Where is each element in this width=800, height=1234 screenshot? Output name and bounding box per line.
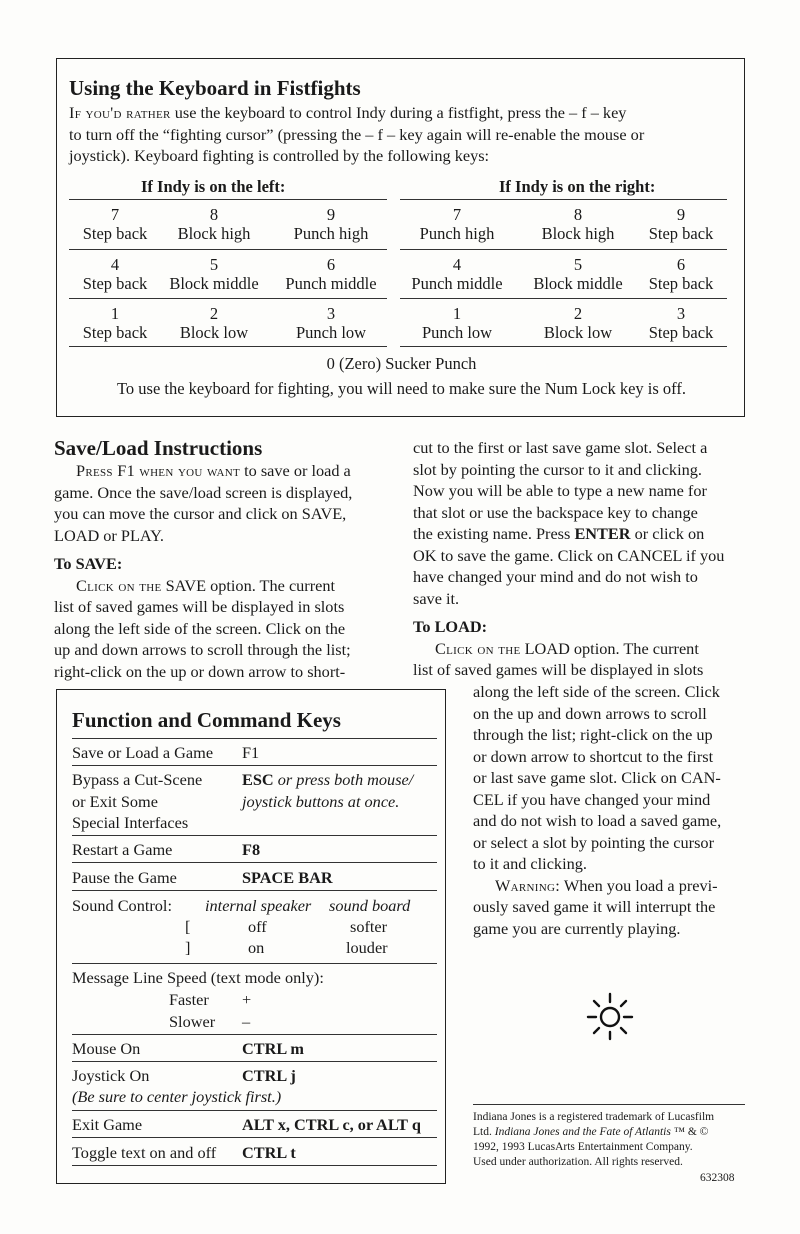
fist-key-action: Step back bbox=[82, 274, 148, 293]
saveload-left-column bbox=[54, 460, 394, 682]
key-label bbox=[72, 769, 202, 834]
zero-sucker-punch: 0 (Zero) Sucker Punch bbox=[326, 354, 477, 373]
intro-lead: If you'd rather bbox=[69, 103, 171, 122]
fist-key-number: 2 bbox=[573, 304, 583, 323]
key-value: CTRL j bbox=[242, 1066, 296, 1085]
load-r9: to it and clicking. bbox=[473, 854, 587, 873]
warning-lead: Warning: bbox=[495, 875, 561, 895]
fist-key-number: 8 bbox=[209, 205, 219, 224]
save-c8: save it. bbox=[413, 588, 460, 608]
key-label: Restart a Game bbox=[72, 840, 173, 859]
key-row-bypass bbox=[72, 769, 437, 836]
key-value: SPACE BAR bbox=[242, 868, 333, 887]
save-c5c: or click on bbox=[630, 524, 705, 543]
fist-key-action: Step back bbox=[82, 224, 148, 243]
saveload-l2: game. Once the save/load screen is displayed, bbox=[54, 482, 353, 502]
fist-key-number: 8 bbox=[573, 205, 583, 224]
load-ld1: LOAD option. The current bbox=[520, 638, 699, 658]
load-r6: CEL if you have changed your mind bbox=[473, 789, 711, 809]
table-rule bbox=[72, 738, 437, 739]
product-code: 632308 bbox=[700, 1172, 735, 1184]
key-value: CTRL t bbox=[242, 1143, 296, 1162]
key-row-joystick bbox=[72, 1065, 437, 1111]
key-value: CTRL m bbox=[242, 1039, 304, 1058]
fist-key-right-6 bbox=[621, 255, 741, 293]
intro-line3: joystick). Keyboard fighting is controlled by the following keys: bbox=[69, 146, 490, 165]
fist-key-right-7 bbox=[397, 205, 517, 243]
load-continued bbox=[473, 681, 773, 939]
intro-line1: use the keyboard to control Indy during a fistfight, press the – f – key bbox=[170, 103, 627, 122]
saveload-title: Save/Load Instructions bbox=[54, 436, 263, 460]
fist-key-number: 7 bbox=[452, 205, 462, 224]
warning-w2: ously saved game it will interrupt the bbox=[473, 897, 716, 916]
load-lead: Click on the bbox=[435, 638, 521, 658]
left-header: If Indy is on the left: bbox=[141, 177, 286, 196]
key-value bbox=[242, 769, 413, 812]
fist-key-right-4 bbox=[397, 255, 517, 293]
load-r5: or last save game slot. Click on CAN- bbox=[473, 768, 721, 787]
key-row-exit bbox=[72, 1114, 437, 1138]
fist-key-action: Block high bbox=[177, 224, 251, 243]
load-r8: or select a slot by pointing the cursor bbox=[473, 832, 714, 852]
slower-key: – bbox=[242, 1012, 251, 1031]
fist-key-action: Block middle bbox=[169, 274, 259, 293]
sun-logo-icon bbox=[584, 990, 636, 1042]
save-lead: Click on the bbox=[76, 575, 162, 595]
save-s5: right-click on the up or down arrow to short- bbox=[54, 661, 346, 681]
legal-l1: Indiana Jones is a registered trademark of Lucasfilm bbox=[473, 1111, 715, 1123]
load-r7: and do not wish to load a saved game, bbox=[473, 811, 722, 830]
key-label: Mouse On bbox=[72, 1039, 141, 1058]
key-row-sound bbox=[72, 895, 437, 964]
legal-rule bbox=[473, 1104, 745, 1105]
bypass-line2: or Exit Some bbox=[72, 791, 158, 811]
to-save-heading: To SAVE: bbox=[54, 554, 123, 573]
message-speed-label: Message Line Speed (text mode only): bbox=[72, 968, 324, 987]
intro-line2: to turn off the “fighting cursor” (pressing the – f – key again will re-enable the mouse or bbox=[69, 124, 645, 144]
sound-speaker-off: off bbox=[248, 917, 267, 936]
fist-key-action: Step back bbox=[648, 224, 714, 243]
fist-key-number: 4 bbox=[452, 255, 462, 274]
bypass-note1: or press both mouse/ bbox=[273, 770, 414, 789]
warning-w3: game you are currently playing. bbox=[473, 918, 681, 938]
key-row-restart bbox=[72, 839, 437, 863]
fist-key-number: 7 bbox=[110, 205, 120, 224]
sound-key-bracket-close: ] bbox=[185, 938, 191, 957]
saveload-l1: to save or load a bbox=[240, 461, 351, 480]
legal-game-title: Indiana Jones and the Fate of Atlantis bbox=[494, 1126, 671, 1138]
fist-key-action: Punch high bbox=[293, 224, 369, 243]
fist-key-number: 6 bbox=[676, 255, 686, 274]
table-rule bbox=[400, 249, 727, 250]
fist-key-right-9 bbox=[621, 205, 741, 243]
key-label: Exit Game bbox=[72, 1115, 143, 1134]
table-rule bbox=[69, 298, 387, 299]
fist-key-left-6 bbox=[271, 255, 391, 293]
fistfight-intro bbox=[69, 102, 734, 167]
save-c2: slot by pointing the cursor to it and clicking. bbox=[413, 459, 702, 479]
key-label: Save or Load a Game bbox=[72, 743, 214, 762]
key-row-pause bbox=[72, 867, 437, 891]
table-rule bbox=[69, 249, 387, 250]
load-r1: along the left side of the screen. Click bbox=[473, 682, 720, 701]
saveload-l4: LOAD or PLAY. bbox=[54, 525, 164, 545]
fist-key-right-2 bbox=[518, 304, 638, 342]
table-rule bbox=[400, 346, 727, 347]
load-r2: on the up and down arrows to scroll bbox=[473, 703, 707, 723]
load-r4: or down arrow to shortcut to the first bbox=[473, 746, 714, 766]
fist-key-action: Block high bbox=[541, 224, 615, 243]
save-c7: have changed your mind and do not wish to bbox=[413, 567, 698, 586]
table-rule bbox=[400, 199, 727, 200]
right-header: If Indy is on the right: bbox=[499, 177, 656, 196]
fist-key-action: Punch low bbox=[421, 323, 493, 342]
enter-key: ENTER bbox=[574, 524, 631, 543]
fist-key-action: Punch high bbox=[419, 224, 495, 243]
function-keys-box bbox=[56, 689, 446, 1184]
fist-key-action: Punch middle bbox=[411, 274, 503, 293]
fist-key-left-5 bbox=[154, 255, 274, 293]
fist-key-action: Block low bbox=[179, 323, 249, 342]
fist-key-number: 6 bbox=[326, 255, 336, 274]
fist-key-left-2 bbox=[154, 304, 274, 342]
load-r3: through the list; right-click on the up bbox=[473, 725, 713, 744]
fist-key-action: Block low bbox=[543, 323, 613, 342]
sound-header-speaker: internal speaker bbox=[205, 896, 312, 915]
fist-key-action: Step back bbox=[82, 323, 148, 342]
numlock-note: To use the keyboard for fighting, you will need to make sure the Num Lock key is off. bbox=[116, 379, 687, 398]
fist-key-number: 4 bbox=[110, 255, 120, 274]
saveload-l3: you can move the cursor and click on SAVE, bbox=[54, 504, 347, 523]
bypass-line3: Special Interfaces bbox=[72, 813, 189, 832]
sound-board-louder: louder bbox=[346, 938, 388, 957]
key-value: ALT x, CTRL c, or ALT q bbox=[242, 1115, 421, 1134]
fist-key-number: 9 bbox=[326, 205, 336, 224]
saveload-right-column bbox=[413, 437, 753, 681]
save-c6: OK to save the game. Click on CANCEL if you bbox=[413, 545, 725, 565]
legal-l2c: ™ & © bbox=[670, 1126, 709, 1138]
table-rule bbox=[69, 199, 387, 200]
fist-key-number: 1 bbox=[452, 304, 462, 323]
save-s2: list of saved games will be displayed in slots bbox=[54, 597, 345, 616]
fist-key-number: 9 bbox=[676, 205, 686, 224]
fist-key-left-9 bbox=[271, 205, 391, 243]
key-row-message-speed bbox=[72, 967, 437, 1035]
legal-notice bbox=[473, 1110, 753, 1170]
fist-key-right-5 bbox=[518, 255, 638, 293]
fist-key-action: Punch middle bbox=[285, 274, 377, 293]
key-value: F8 bbox=[242, 840, 261, 859]
warning-w1: When you load a previ- bbox=[560, 875, 718, 895]
save-c5a: the existing name. Press bbox=[413, 524, 575, 543]
fist-key-action: Block middle bbox=[533, 274, 623, 293]
legal-l2a: Ltd. bbox=[473, 1126, 495, 1138]
fist-key-number: 2 bbox=[209, 304, 219, 323]
key-value: F1 bbox=[242, 743, 260, 762]
fist-key-number: 5 bbox=[209, 255, 219, 274]
key-label: Toggle text on and off bbox=[72, 1143, 217, 1162]
faster-label: Faster bbox=[169, 990, 209, 1009]
sound-header-board: sound board bbox=[329, 896, 411, 915]
save-s3: along the left side of the screen. Click on the bbox=[54, 618, 346, 638]
save-c4: that slot or use the backspace key to change bbox=[413, 502, 698, 522]
sound-key-bracket-open: [ bbox=[185, 917, 191, 936]
saveload-lead: Press F1 when you want bbox=[76, 461, 241, 480]
to-load-heading: To LOAD: bbox=[413, 617, 488, 636]
sound-speaker-on: on bbox=[248, 938, 265, 957]
fist-key-action: Step back bbox=[648, 323, 714, 342]
save-c1: cut to the first or last save game slot. Select a bbox=[413, 438, 708, 457]
fist-key-right-3 bbox=[621, 304, 741, 342]
key-row-mouse bbox=[72, 1038, 437, 1062]
table-rule bbox=[400, 298, 727, 299]
fist-key-action: Step back bbox=[648, 274, 714, 293]
key-row-toggle-text bbox=[72, 1142, 437, 1166]
esc-key: ESC bbox=[242, 770, 274, 789]
table-rule bbox=[69, 346, 387, 347]
fist-key-right-8 bbox=[518, 205, 638, 243]
legal-l4: Used under authorization. All rights reserved. bbox=[473, 1156, 683, 1168]
fist-key-number: 3 bbox=[676, 304, 686, 323]
faster-key: + bbox=[242, 990, 252, 1009]
legal-l3: 1992, 1993 LucasArts Entertainment Company. bbox=[473, 1141, 693, 1153]
key-label: Joystick On bbox=[72, 1066, 150, 1085]
sound-board-softer: softer bbox=[350, 917, 388, 936]
fist-key-number: 3 bbox=[326, 304, 336, 323]
save-s4: up and down arrows to scroll through the list; bbox=[54, 640, 351, 659]
joystick-note: (Be sure to center joystick first.) bbox=[72, 1087, 282, 1106]
key-label: Pause the Game bbox=[72, 868, 177, 887]
fist-key-left-3 bbox=[271, 304, 391, 342]
fist-key-number: 1 bbox=[110, 304, 120, 323]
sound-label: Sound Control: bbox=[72, 896, 172, 915]
fistfight-box bbox=[56, 58, 745, 417]
fist-key-left-8 bbox=[154, 205, 274, 243]
function-keys-title: Function and Command Keys bbox=[72, 708, 341, 732]
save-s1: SAVE option. The current bbox=[161, 575, 336, 595]
key-row-save-load bbox=[72, 742, 437, 766]
load-ld2: list of saved games will be displayed in slots bbox=[413, 660, 704, 679]
slower-label: Slower bbox=[169, 1012, 216, 1031]
fistfight-title: Using the Keyboard in Fistfights bbox=[69, 76, 361, 100]
fist-key-number: 5 bbox=[573, 255, 583, 274]
fist-key-right-1 bbox=[397, 304, 517, 342]
bypass-note2: joystick buttons at once. bbox=[242, 791, 400, 811]
bypass-line1: Bypass a Cut-Scene bbox=[72, 770, 203, 789]
save-c3: Now you will be able to type a new name for bbox=[413, 481, 707, 500]
fist-key-action: Punch low bbox=[295, 323, 367, 342]
